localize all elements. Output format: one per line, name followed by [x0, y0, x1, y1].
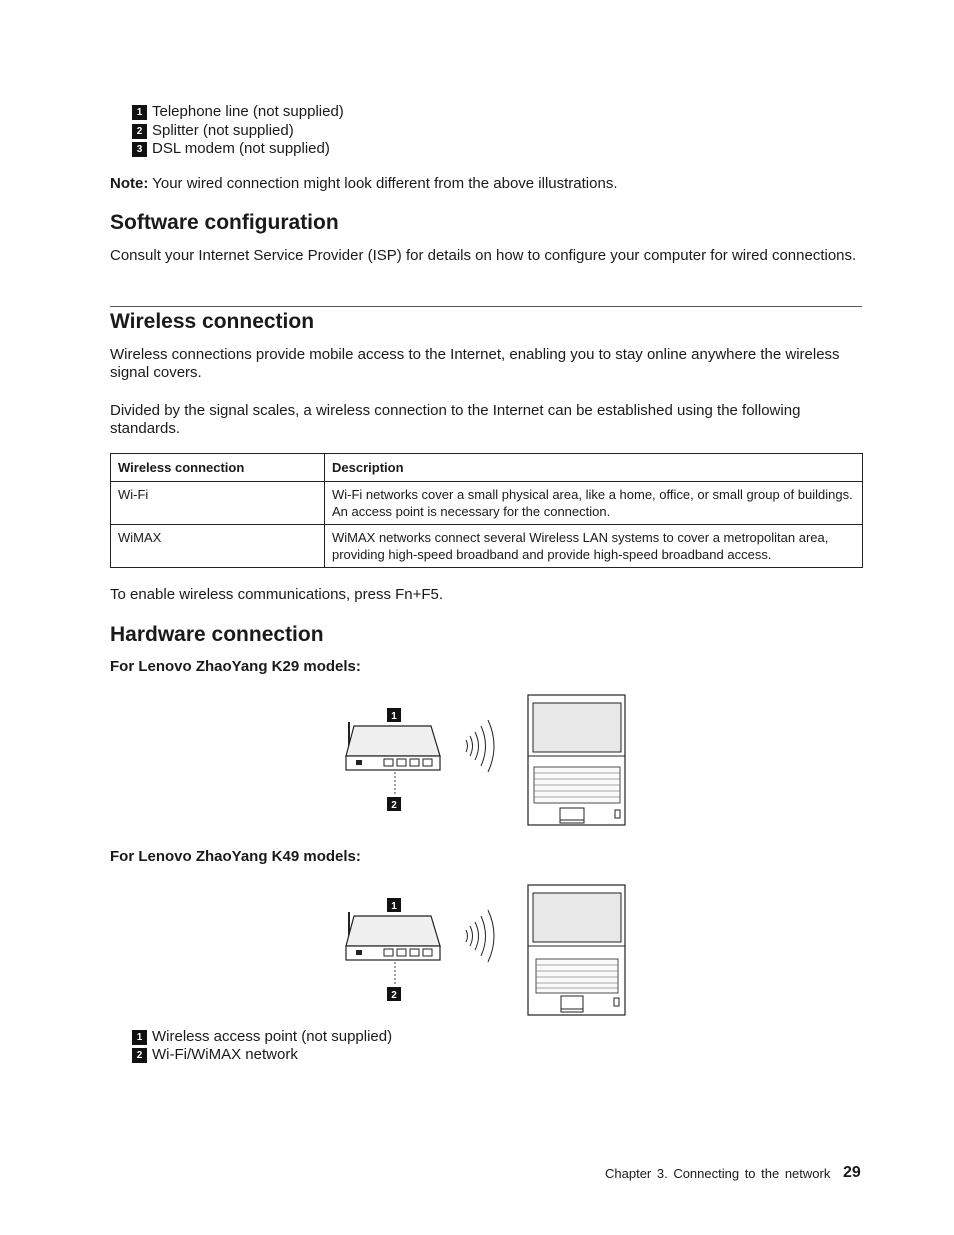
section-title-software-configuration: Software configuration — [110, 211, 339, 234]
callout-2-marker — [387, 797, 401, 811]
legend-text: Splitter (not supplied) — [152, 122, 294, 139]
section-divider — [110, 306, 862, 307]
note-paragraph — [110, 175, 860, 193]
note-label: Note: — [110, 175, 149, 192]
wireless-paragraph-1: Wireless connections provide mobile access to the Internet, enabling you to stay online anywhere the wireless signal covers. — [110, 346, 840, 381]
table-row — [111, 482, 863, 525]
legend-item-dsl-modem — [132, 140, 330, 158]
callout-2-text: 2 — [391, 800, 397, 811]
callout-number: 1 — [132, 1030, 147, 1045]
laptop-illustration — [528, 695, 625, 825]
section-title-wireless-connection: Wireless connection — [110, 310, 315, 333]
table-cell: Wi-Fi — [111, 482, 325, 525]
software-body: Consult your Internet Service Provider (ISP) for details on how to configure your computer for wired connections. — [110, 247, 857, 264]
legend-text: DSL modem (not supplied) — [152, 140, 330, 157]
legend-text: Wireless access point (not supplied) — [152, 1028, 393, 1045]
callout-1-text: 1 — [391, 901, 397, 912]
wireless-signal-icon — [466, 910, 494, 962]
table-header-row — [111, 454, 863, 482]
table-cell: WiMAX — [111, 525, 325, 568]
legend-text: Telephone line (not supplied) — [152, 103, 344, 120]
table-cell: Wi-Fi networks cover a small physical area, like a home, office, or small group of buildings. An access point is necessary for the connection. — [325, 482, 863, 525]
section-title-hardware-connection: Hardware connection — [110, 623, 324, 646]
k49-connection-illustration — [340, 880, 640, 1020]
legend-item-telephone-line — [132, 103, 344, 121]
callout-number: 2 — [132, 124, 147, 139]
wireless-signal-icon — [466, 720, 494, 772]
legend-item-wireless-access-point — [132, 1028, 392, 1046]
page-number: 29 — [843, 1164, 861, 1181]
table-cell: WiMAX networks connect several Wireless LAN systems to cover a metropolitan area, providing high-speed broadband and provide high-speed broadband access. — [325, 525, 863, 568]
table-header-cell: Wireless connection — [111, 454, 325, 482]
k49-models-label: For Lenovo ZhaoYang K49 models: — [110, 848, 361, 865]
wireless-standards-table — [110, 453, 863, 568]
callout-2-marker — [387, 987, 401, 1001]
callout-1-marker — [387, 898, 401, 912]
note-text: Your wired connection might look different from the above illustrations. — [152, 175, 618, 192]
k29-connection-illustration — [340, 690, 640, 830]
callout-number: 1 — [132, 105, 147, 120]
wireless-access-point-illustration — [346, 722, 440, 794]
k29-models-label: For Lenovo ZhaoYang K29 models: — [110, 658, 361, 675]
laptop-illustration — [528, 885, 625, 1015]
legend-item-wifi-wimax-network — [132, 1046, 298, 1064]
footer-chapter-title: Chapter 3. Connecting to the network — [605, 1166, 831, 1181]
callout-number: 2 — [132, 1048, 147, 1063]
legend-item-splitter — [132, 122, 294, 140]
wireless-access-point-illustration — [346, 912, 440, 984]
table-row — [111, 525, 863, 568]
table-header-cell: Description — [325, 454, 863, 482]
callout-1-marker — [387, 708, 401, 722]
legend-text: Wi-Fi/WiMAX network — [152, 1046, 298, 1063]
wireless-paragraph-2: Divided by the signal scales, a wireless connection to the Internet can be established using the following standards. — [110, 402, 801, 437]
callout-number: 3 — [132, 142, 147, 157]
enable-wireless-text: To enable wireless communications, press Fn+F5. — [110, 586, 444, 603]
callout-1-text: 1 — [391, 711, 397, 722]
callout-2-text: 2 — [391, 990, 397, 1001]
